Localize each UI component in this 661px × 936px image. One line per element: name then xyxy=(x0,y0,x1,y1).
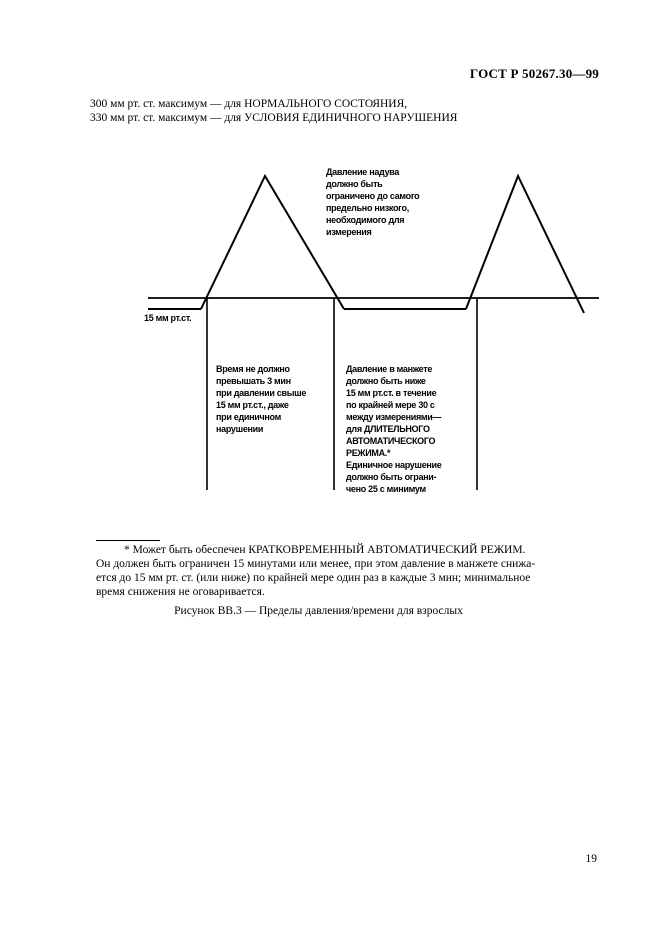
cuff-pressure-note xyxy=(346,363,442,495)
footnote-line: время снижения не оговаривается. xyxy=(96,586,265,598)
cuff-note-line: АВТОМАТИЧЕСКОГО xyxy=(346,436,436,446)
cuff-note-line: для ДЛИТЕЛЬНОГО xyxy=(346,424,430,434)
cuff-note-line: должно быть ограни- xyxy=(346,472,437,482)
cuff-note-line: РЕЖИМА.* xyxy=(346,448,391,458)
cuff-note-line: чено 25 с минимум xyxy=(346,484,426,494)
cuff-note-line: должно быть ниже xyxy=(346,376,426,386)
footnote-line: Он должен быть ограничен 15 минутами или менее, при этом давление в манжете снижа- xyxy=(96,558,536,570)
footnote-line: ется до 15 мм рт. ст. (или ниже) по крайней мере один раз в каждые 3 мин; минимальное xyxy=(96,572,531,584)
normal-condition-limit: 300 мм рт. ст. максимум — для НОРМАЛЬНОГО СОСТОЯНИЯ, xyxy=(90,98,408,110)
time-note-line: превышать 3 мин xyxy=(216,376,291,386)
pressure-curve-first-peak xyxy=(201,176,344,309)
cuff-note-line: Давление в манжете xyxy=(346,364,433,374)
footnote-line: * Может быть обеспечен КРАТКОВРЕМЕННЫЙ АВТОМАТИЧЕСКИЙ РЕЖИМ. xyxy=(124,544,526,556)
time-note-line: Время не должно xyxy=(216,364,290,374)
inflation-note-line: Давление надува xyxy=(326,167,400,177)
inflation-note-line: должно быть xyxy=(326,179,383,189)
time-note-line: при единичном xyxy=(216,412,281,422)
page-number: 19 xyxy=(585,853,597,865)
time-limit-note xyxy=(216,363,306,435)
cuff-note-line: Единичное нарушение xyxy=(346,460,442,470)
figure-caption-text: Рисунок ВВ.3 — Пределы давления/времени для взрослых xyxy=(174,605,463,617)
pressure-curve-second-peak xyxy=(466,176,584,313)
inflation-note-line: ограничено до самого xyxy=(326,191,420,201)
cuff-note-line: 15 мм рт.ст. в течение xyxy=(346,388,437,398)
inflation-note-line: измерения xyxy=(326,227,372,237)
cuff-note-line: по крайней мере 30 с xyxy=(346,400,435,410)
time-note-line: нарушении xyxy=(216,424,264,434)
inflation-note-line: предельно низкого, xyxy=(326,203,409,213)
single-fault-limit: 330 мм рт. ст. максимум — для УСЛОВИЯ ЕДИНИЧНОГО НАРУШЕНИЯ xyxy=(90,112,458,124)
document-header: ГОСТ Р 50267.30—99 xyxy=(469,66,599,81)
baseline-label: 15 мм рт.ст. xyxy=(144,313,192,323)
inflation-note-line: необходимого для xyxy=(326,215,405,225)
footnote-divider xyxy=(96,540,160,541)
time-note-line: 15 мм рт.ст., даже xyxy=(216,400,289,410)
time-note-line: при давлении свыше xyxy=(216,388,307,398)
footnote xyxy=(96,543,538,599)
figure-caption xyxy=(0,605,661,617)
cuff-note-line: между измерениями— xyxy=(346,412,442,422)
inflation-note xyxy=(326,166,419,238)
